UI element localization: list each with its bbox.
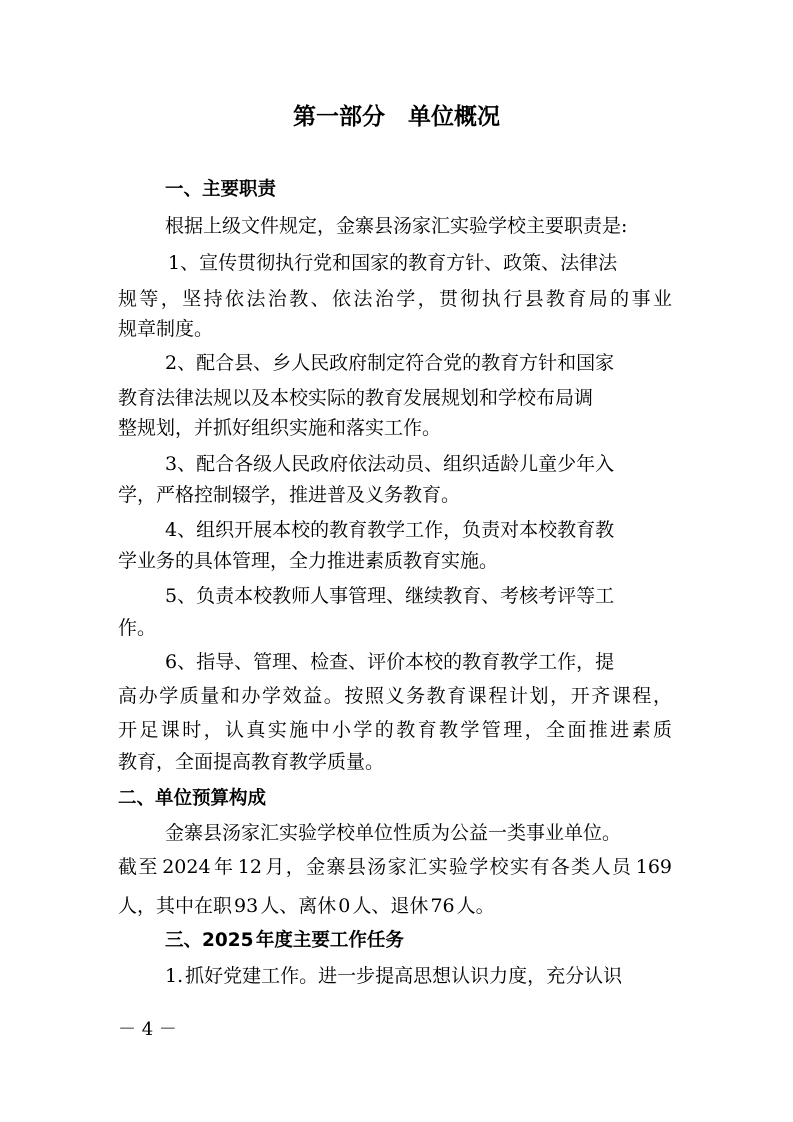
body-line: 金寨县汤家汇实验学校单位性质为公益一类事业单位。: [165, 822, 622, 844]
section-heading-work-tasks: 三、2025 年度主要工作任务: [165, 930, 404, 951]
body-line: 6、指导、管理、检查、评价本校的教育教学工作，提: [165, 651, 615, 673]
body-line: 学业务的具体管理，全力推进素质教育实施。: [118, 550, 499, 572]
body-line: 作。: [118, 617, 157, 639]
body-line: 根据上级文件规定，金寨县汤家汇实验学校主要职责是:: [165, 215, 628, 237]
body-line: 整规划，并抓好组织实施和落实工作。: [118, 417, 442, 439]
body-line: 教育法律法规以及本校实际的教育发展规划和学校布局调: [118, 387, 594, 409]
body-line: 2、配合县、乡人民政府制定符合党的教育方针和国家: [165, 352, 615, 374]
section-heading-main-duties: 一、主要职责: [165, 179, 277, 200]
body-line: 截至 2024 年 12 月，金寨县汤家汇实验学校实有各类人员 169: [118, 856, 672, 878]
body-line: 1. 抓好党建工作。进一步提高思想认识力度，充分认识: [165, 965, 623, 987]
body-line: 规章制度。: [118, 318, 214, 340]
section-heading-budget-structure: 二、单位预算构成: [118, 788, 267, 809]
page-title: 第一部分 单位概况: [293, 104, 500, 130]
body-line: 1、宣传贯彻执行党和国家的教育方针、政策、法律法: [168, 252, 618, 274]
body-line: 规等，坚持依法治教、依法治学，贯彻执行县教育局的事业: [118, 288, 672, 310]
body-line: 高办学质量和办学效益。按照义务教育课程计划，开齐课程，: [118, 685, 672, 707]
body-line: 4、组织开展本校的教育教学工作，负责对本校教育教: [165, 519, 615, 541]
page-number: － 4 －: [118, 1019, 177, 1040]
body-line: 3、配合各级人民政府依法动员、组织适龄儿童少年入: [165, 453, 615, 475]
body-line: 学，严格控制辍学，推进普及义务教育。: [118, 484, 461, 506]
body-line: 人，其中在职 93 人、离休 0 人、退休 76 人。: [118, 895, 495, 917]
body-line: 教育，全面提高教育教学质量。: [118, 751, 385, 773]
body-line: 5、负责本校教师人事管理、继续教育、考核考评等工: [165, 585, 615, 607]
body-line: 开足课时，认真实施中小学的教育教学管理，全面推进素质: [118, 719, 672, 741]
